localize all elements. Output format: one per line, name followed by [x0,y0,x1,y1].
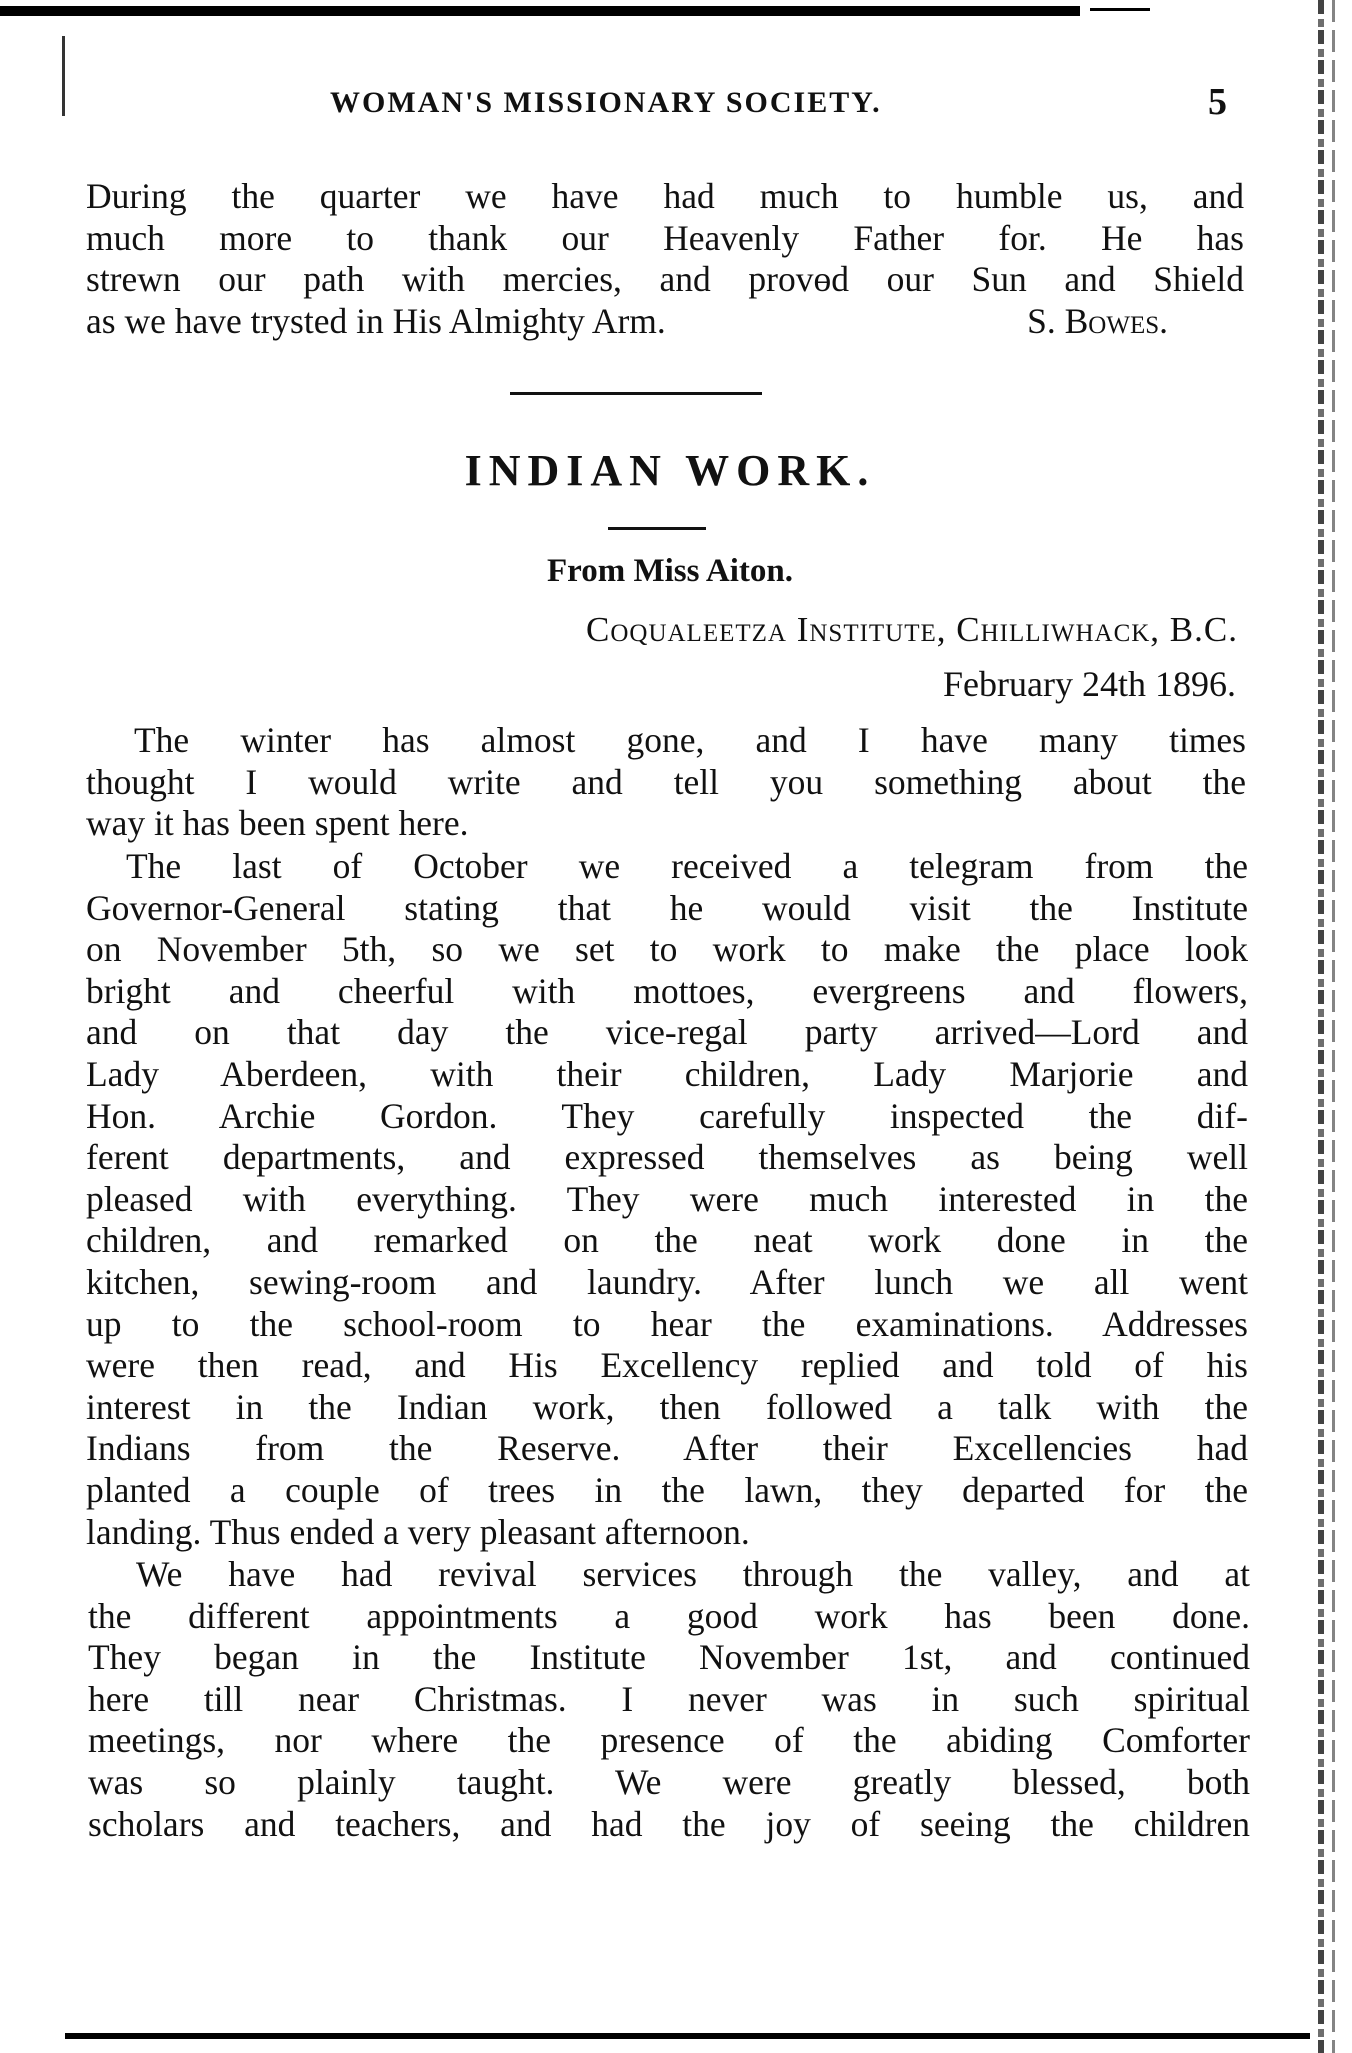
section-title: INDIAN WORK. [464,446,876,495]
text-line: ferent departments, and expressed themselves as being well [86,1137,1248,1178]
intro-paragraph [86,176,1244,342]
text-line: During the quarter we have had much to humble us, and [86,176,1244,216]
text-line: interest in the Indian work, then followed a talk with the [86,1386,1248,1427]
text-line: here till near Christmas. I never was in such spiritual [88,1678,1250,1719]
section-divider [510,392,762,395]
text-line: The winter has almost gone, and I have many times [134,720,1246,760]
page-edge-shadow-outer [1332,0,1335,2053]
page-edge-shadow [1318,0,1324,2053]
bottom-rule [65,2033,1310,2039]
text-line: Indians from the Reserve. After their Excellencies had [86,1428,1248,1469]
letter-address: Coqualeetza Institute, Chilliwhack, B.C. [585,610,1238,649]
text-line: strewn our path with mercies, and provɵd our Sun and Shield [86,259,1244,300]
text-line: scholars and teachers, and had the joy of seeing the children [88,1803,1250,1844]
text-line: as we have trysted in His Almighty Arm. [86,300,666,341]
body-paragraph-2 [86,846,1248,1553]
body-paragraph-1 [86,720,1246,845]
text-line: was so plainly taught. We were greatly blessed, both [88,1761,1250,1802]
text-line: We have had revival services through the valley, and at [136,1554,1250,1594]
text-line: thought I would write and tell you something about the [86,761,1246,802]
text-line: meetings, nor where the presence of the abiding Comforter [88,1720,1250,1761]
text-line: and on that day the vice-regal party arrived—Lord and [86,1012,1248,1053]
text-line: landing. Thus ended a very pleasant afternoon. [86,1511,750,1552]
text-line-with-signature [86,301,1244,343]
page-number: 5 [1208,81,1227,123]
letter-date: February 24th 1896. [943,664,1236,704]
text-line: bright and cheerful with mottoes, evergreens and flowers, [86,970,1248,1011]
text-line: the different appointments a good work has been done. [88,1595,1250,1636]
title-underline [608,527,706,530]
signature: S. Bowes. [1027,300,1168,341]
text-line: They began in the Institute November 1st, and continued [88,1637,1250,1678]
text-line: Hon. Archie Gordon. They carefully inspected the dif- [86,1095,1248,1136]
text-line: way it has been spent here. [86,803,469,844]
text-line: on November 5th, so we set to work to make the place look [86,929,1248,970]
body-paragraph-3 [88,1554,1250,1845]
left-margin-mark [62,36,65,116]
top-rule [0,6,1080,16]
text-line: kitchen, sewing-room and laundry. After lunch we all went [86,1261,1248,1302]
text-line: pleased with everything. They were much interested in the [86,1178,1248,1219]
text-line: Lady Aberdeen, with their children, Lady Marjorie and [86,1053,1248,1094]
text-line: The last of October we received a telegram from the [126,846,1248,886]
text-line: much more to thank our Heavenly Father for. He has [86,217,1244,258]
running-head: WOMAN'S MISSIONARY SOCIETY. [330,86,882,119]
text-line: Governor-General stating that he would visit the Institute [86,887,1248,928]
text-line: planted a couple of trees in the lawn, they departed for the [86,1469,1248,1510]
top-rule-fragment [1090,8,1150,11]
text-line: children, and remarked on the neat work done in the [86,1220,1248,1261]
text-line: up to the school-room to hear the examinations. Addresses [86,1303,1248,1344]
letter-from-line: From Miss Aiton. [547,553,793,589]
text-line: were then read, and His Excellency replied and told of his [86,1345,1248,1386]
